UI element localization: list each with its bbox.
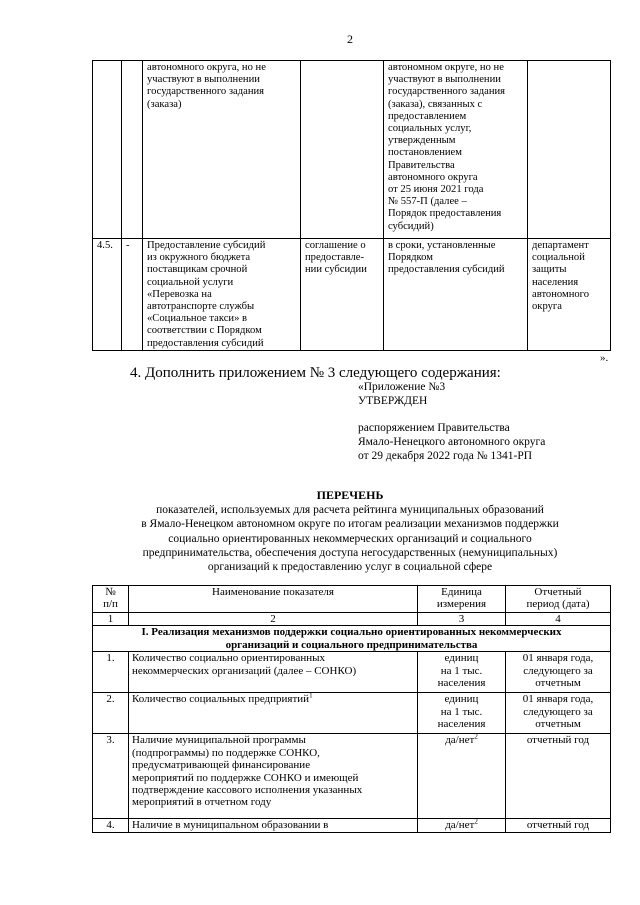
text-line: «Перевозка на [147,288,212,300]
text-line: соглашение о [305,240,366,251]
text-line: отчетным [535,718,581,731]
responsible-cell [528,61,611,239]
text-line: населения [532,276,579,288]
row-number-cell: 1. [93,652,129,693]
text-line: некоммерческих организаций (далее – СОНКО) [132,664,357,677]
row-number-cell: 3. [93,734,129,819]
text-line: автономного [532,288,590,300]
approval-authority: распоряжением Правительства [358,422,510,434]
text-line: подтверждение кассового исполнения указанных [132,784,363,797]
text-line: соответствии с Порядком [147,325,262,337]
header-unit [418,586,506,613]
approval-date: от 29 декабря 2022 года № 1341-РП [358,450,533,462]
text-line: Правительства [388,159,455,171]
text-line: Порядок предоставления [388,208,502,220]
text-line: населения [437,718,486,731]
footnote-mark: 2 [474,817,478,826]
text-line: отчетным [535,677,581,690]
text-line: измерения [436,598,487,611]
amendment-item: 4. Дополнить приложением № 3 следующего содержания: [130,365,501,381]
text-line: организаций и социального предпринимательства [225,638,478,651]
text-line: социально ориентированных некоммерческих организаций и социального [168,532,532,545]
indicator-name-cell [129,652,418,693]
text-line: мероприятий в отчетном году [132,796,272,809]
text-line: утвержденным [388,135,456,147]
section-heading [93,626,611,652]
dash-cell [122,61,143,239]
unit-cell [418,734,506,819]
row-number-cell: 4.5. [93,239,122,351]
unit-cell [418,819,506,832]
text-line: государственного задания [388,86,506,98]
table-row [93,652,611,693]
text-line: участвуют в выполнении [388,74,501,86]
text-line: «Социальное такси» в [147,313,248,325]
table-row [93,693,611,734]
text-line: следующего за [523,664,593,677]
text-line: (заказа), связанных с [388,98,483,110]
text-line: организаций к предоставлению услуг в социальной сфере [207,561,493,574]
text-line: участвуют в выполнении [147,74,260,86]
text-line: от 25 июня 2021 года [388,184,484,196]
indicator-name: Количество социальных предприятий [132,693,310,706]
description-cell [143,61,301,239]
table-row [93,734,611,819]
page-number: 2 [347,32,353,46]
indicator-name-cell [129,819,418,832]
text-line: период (дата) [526,598,590,611]
footnote-mark: 2 [474,732,478,741]
table-row [93,61,611,239]
term-cell [384,61,528,239]
table-header-row [93,586,611,613]
column-number: 1 [93,613,129,626]
text-line: I. Реализация механизмов поддержки социально ориентированных некоммерческих [141,626,562,639]
text-line: Наличие в муниципальном образовании в [132,819,329,832]
text-line: следующего за [523,705,593,718]
header-period [506,586,611,613]
table-row [93,239,611,351]
period-cell: отчетный год [506,734,611,819]
text-line: постановлением [388,147,462,159]
text-line: предусматривающей финансирование [132,759,311,772]
text-line: в Ямало-Ненецком автономном округе по итогам реализации механизмов поддержки [141,518,559,531]
approved-label: УТВЕРЖДЕН [358,395,428,407]
column-numbers-row [93,613,611,626]
footnote-mark: 1 [309,691,313,700]
document-subtitle [90,503,610,574]
table-row [93,819,611,832]
indicator-name-cell [129,693,418,734]
text-line: Наличие муниципальной программы [132,734,306,747]
row-number-cell [93,61,122,239]
text-line: Количество социально ориентированных [132,652,325,665]
text-line: поставщикам срочной [147,264,248,276]
row-number-cell: 2. [93,693,129,734]
text-line: социальной [532,252,585,264]
text-line: социальной услуги [147,276,234,288]
closing-quote: ». [600,352,609,364]
text-line: автономного округа [388,171,478,183]
text-line: предоставлением [388,110,467,122]
text-line: № [105,586,116,598]
description-cell [143,239,301,351]
text-line: государственного задания [147,86,265,98]
indicators-table [92,585,611,833]
text-line: социальных услуг, [388,123,472,135]
text-line: предоставле- [305,252,365,264]
plan-table [92,60,611,351]
text-line: из окружного бюджета [147,252,251,264]
header-number [93,586,129,613]
text-line: Порядком [388,252,433,264]
document-title: ПЕРЕЧЕНЬ [316,488,384,502]
text-line: единиц [444,693,479,706]
term-cell [384,239,528,351]
column-number: 2 [129,613,418,626]
text-line: единиц [444,652,479,665]
text-line: Отчетный [534,586,582,598]
text-line: 01 января года, [522,693,594,706]
text-line: округа [532,301,562,313]
text-line: автономного округа, но не [147,62,266,73]
unit-value: да/нет [445,819,475,832]
text-line: (заказа) [147,98,182,110]
approval-region: Ямало-Ненецкого автономного округа [358,436,546,448]
text-line: предоставления субсидий [388,264,505,276]
unit-cell [418,652,506,693]
unit-cell [418,693,506,734]
text-line: Предоставление субсидий [147,240,266,251]
text-line: (подпрограммы) по поддержке СОНКО, [132,746,320,759]
period-cell [506,652,611,693]
text-line: на 1 тыс. [440,705,483,718]
text-line: на 1 тыс. [440,664,483,677]
column-number: 3 [418,613,506,626]
period-cell: отчетный год [506,819,611,832]
header-name: Наименование показателя [129,586,418,613]
text-line: предоставления субсидий [147,337,264,349]
text-line: защиты [532,264,567,276]
period-cell [506,693,611,734]
text-line: автотранспорте службы [147,301,255,313]
section-row [93,626,611,652]
text-line: предпринимательства, обеспечения доступа негосударственных (немуниципальных) [142,546,558,559]
text-line: показателей, используемых для расчета рейтинга муниципальных образований [156,504,544,516]
text-line: № 557-П (далее – [388,196,467,208]
basis-cell [301,239,384,351]
text-line: субсидий) [388,220,434,232]
text-line: департамент [532,240,589,251]
column-number: 4 [506,613,611,626]
text-line: мероприятий по поддержке СОНКО и имеющей [132,771,359,784]
responsible-cell [528,239,611,351]
row-number-cell: 4. [93,819,129,832]
text-line: нии субсидии [305,264,367,276]
text-line: 01 января года, [522,652,594,665]
text-line: в сроки, установленные [388,240,496,251]
dash-cell: - [122,239,143,351]
appendix-label: «Приложение №3 [358,381,446,393]
text-line: Единица [441,586,482,598]
text-line: п/п [103,598,118,611]
text-line: автономном округе, но не [388,62,504,73]
basis-cell [301,61,384,239]
text-line: населения [437,677,486,690]
indicator-name-cell [129,734,418,819]
unit-value: да/нет [445,734,475,747]
